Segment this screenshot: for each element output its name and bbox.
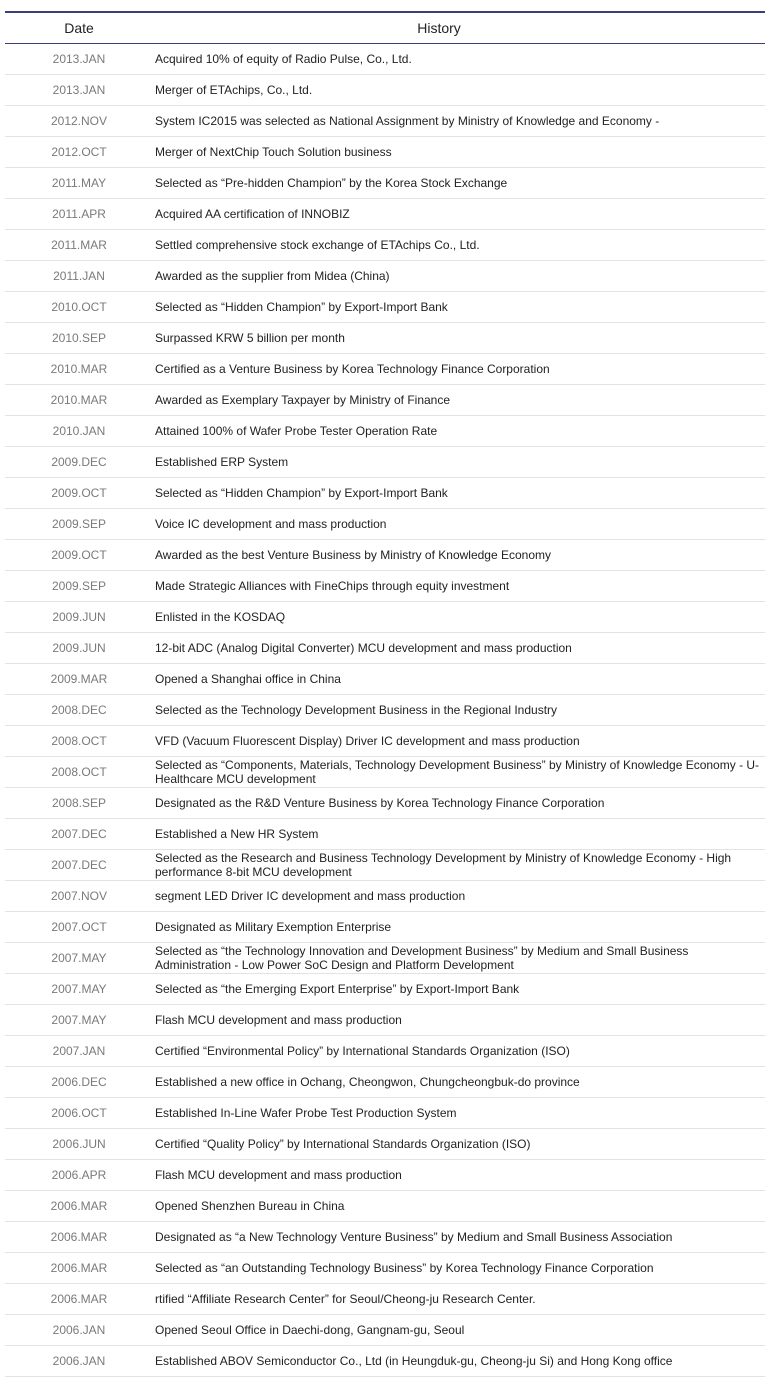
- history-date-cell: 2008.DEC: [5, 695, 153, 726]
- table-row: [5, 633, 765, 664]
- history-date-cell: 2013.JAN: [5, 44, 153, 75]
- history-date-cell: 2007.MAY: [5, 974, 153, 1005]
- history-date-cell: 2006.JAN: [5, 1346, 153, 1377]
- history-event-cell: Settled comprehensive stock exchange of ETAchips Co., Ltd.: [153, 230, 765, 261]
- history-date-cell: 2011.APR: [5, 199, 153, 230]
- history-date-cell: 2006.JUN: [5, 1129, 153, 1160]
- history-event-cell: Selected as “an Outstanding Technology Business” by Korea Technology Finance Corporation: [153, 1253, 765, 1284]
- history-date-cell: 2007.DEC: [5, 819, 153, 850]
- table-row: [5, 1253, 765, 1284]
- header-row: [5, 12, 765, 44]
- history-event-cell: Designated as Military Exemption Enterprise: [153, 912, 765, 943]
- history-event-cell: Certified “Environmental Policy” by International Standards Organization (ISO): [153, 1036, 765, 1067]
- history-table-container: [5, 11, 765, 1377]
- table-row: [5, 1346, 765, 1377]
- history-date-cell: 2009.SEP: [5, 509, 153, 540]
- history-date-cell: 2006.JAN: [5, 1315, 153, 1346]
- column-header-history: History: [153, 12, 765, 44]
- history-event-cell: Awarded as the supplier from Midea (China): [153, 261, 765, 292]
- table-row: [5, 757, 765, 788]
- history-event-cell: Voice IC development and mass production: [153, 509, 765, 540]
- history-event-cell: Designated as “a New Technology Venture Business” by Medium and Small Business Association: [153, 1222, 765, 1253]
- history-date-cell: 2009.DEC: [5, 447, 153, 478]
- history-event-cell: Awarded as Exemplary Taxpayer by Ministry of Finance: [153, 385, 765, 416]
- history-event-cell: Selected as “Hidden Champion” by Export-Import Bank: [153, 292, 765, 323]
- history-event-cell: Selected as “the Technology Innovation and Development Business” by Medium and Small Business Administration - Low Power SoC Design and Platform Development: [153, 943, 765, 974]
- history-event-cell: Awarded as the best Venture Business by Ministry of Knowledge Economy: [153, 540, 765, 571]
- history-date-cell: 2008.SEP: [5, 788, 153, 819]
- history-event-cell: Flash MCU development and mass production: [153, 1160, 765, 1191]
- table-row: [5, 1067, 765, 1098]
- table-row: [5, 664, 765, 695]
- history-event-cell: Designated as the R&D Venture Business by Korea Technology Finance Corporation: [153, 788, 765, 819]
- history-date-cell: 2013.JAN: [5, 75, 153, 106]
- history-date-cell: 2006.MAR: [5, 1253, 153, 1284]
- history-date-cell: 2010.JAN: [5, 416, 153, 447]
- history-event-cell: Merger of NextChip Touch Solution business: [153, 137, 765, 168]
- table-row: [5, 819, 765, 850]
- history-date-cell: 2007.MAY: [5, 1005, 153, 1036]
- table-row: [5, 1160, 765, 1191]
- history-date-cell: 2007.JAN: [5, 1036, 153, 1067]
- history-date-cell: 2007.DEC: [5, 850, 153, 881]
- history-date-cell: 2006.MAR: [5, 1284, 153, 1315]
- history-date-cell: 2006.DEC: [5, 1067, 153, 1098]
- history-event-cell: Established ABOV Semiconductor Co., Ltd (in Heungduk-gu, Cheong-ju Si) and Hong Kong office: [153, 1346, 765, 1377]
- history-event-cell: Established a New HR System: [153, 819, 765, 850]
- history-event-cell: Enlisted in the KOSDAQ: [153, 602, 765, 633]
- history-date-cell: 2008.OCT: [5, 757, 153, 788]
- table-row: [5, 199, 765, 230]
- table-row: [5, 447, 765, 478]
- history-event-cell: Opened Seoul Office in Daechi-dong, Gangnam-gu, Seoul: [153, 1315, 765, 1346]
- history-event-cell: Certified as a Venture Business by Korea Technology Finance Corporation: [153, 354, 765, 385]
- history-date-cell: 2009.OCT: [5, 478, 153, 509]
- table-row: [5, 1315, 765, 1346]
- history-date-cell: 2006.OCT: [5, 1098, 153, 1129]
- history-date-cell: 2011.MAR: [5, 230, 153, 261]
- table-row: [5, 323, 765, 354]
- history-date-cell: 2011.JAN: [5, 261, 153, 292]
- history-event-cell: VFD (Vacuum Fluorescent Display) Driver IC development and mass production: [153, 726, 765, 757]
- history-date-cell: 2009.OCT: [5, 540, 153, 571]
- column-header-date: Date: [5, 12, 153, 44]
- history-event-cell: Opened a Shanghai office in China: [153, 664, 765, 695]
- table-row: [5, 943, 765, 974]
- history-date-cell: 2010.SEP: [5, 323, 153, 354]
- history-date-cell: 2006.MAR: [5, 1191, 153, 1222]
- history-date-cell: 2012.OCT: [5, 137, 153, 168]
- history-event-cell: Selected as “Pre-hidden Champion” by the Korea Stock Exchange: [153, 168, 765, 199]
- table-row: [5, 1129, 765, 1160]
- table-row: [5, 416, 765, 447]
- history-date-cell: 2010.MAR: [5, 354, 153, 385]
- table-row: [5, 1005, 765, 1036]
- history-date-cell: 2011.MAY: [5, 168, 153, 199]
- history-event-cell: Certified “Quality Policy” by International Standards Organization (ISO): [153, 1129, 765, 1160]
- table-row: [5, 261, 765, 292]
- table-row: [5, 912, 765, 943]
- history-event-cell: Acquired 10% of equity of Radio Pulse, Co., Ltd.: [153, 44, 765, 75]
- history-event-cell: Opened Shenzhen Bureau in China: [153, 1191, 765, 1222]
- table-row: [5, 1036, 765, 1067]
- history-event-cell: Selected as “Hidden Champion” by Export-Import Bank: [153, 478, 765, 509]
- history-event-cell: Established In-Line Wafer Probe Test Production System: [153, 1098, 765, 1129]
- table-row: [5, 788, 765, 819]
- history-event-cell: Attained 100% of Wafer Probe Tester Operation Rate: [153, 416, 765, 447]
- history-date-cell: 2010.OCT: [5, 292, 153, 323]
- table-row: [5, 571, 765, 602]
- history-event-cell: rtified “Affiliate Research Center” for Seoul/Cheong-ju Research Center.: [153, 1284, 765, 1315]
- table-row: [5, 168, 765, 199]
- table-row: [5, 509, 765, 540]
- history-event-cell: Selected as the Research and Business Technology Development by Ministry of Knowledge Economy - High performance 8-bit MCU development: [153, 850, 765, 881]
- history-event-cell: segment LED Driver IC development and mass production: [153, 881, 765, 912]
- table-row: [5, 881, 765, 912]
- table-row: [5, 540, 765, 571]
- table-row: [5, 1284, 765, 1315]
- history-date-cell: 2007.OCT: [5, 912, 153, 943]
- table-row: [5, 602, 765, 633]
- history-event-cell: Flash MCU development and mass production: [153, 1005, 765, 1036]
- table-row: [5, 1098, 765, 1129]
- history-date-cell: 2009.JUN: [5, 633, 153, 664]
- history-date-cell: 2009.SEP: [5, 571, 153, 602]
- history-date-cell: 2006.APR: [5, 1160, 153, 1191]
- history-event-cell: Established ERP System: [153, 447, 765, 478]
- history-date-cell: 2007.NOV: [5, 881, 153, 912]
- history-event-cell: Merger of ETAchips, Co., Ltd.: [153, 75, 765, 106]
- history-event-cell: Selected as “the Emerging Export Enterprise” by Export-Import Bank: [153, 974, 765, 1005]
- history-event-cell: Made Strategic Alliances with FineChips through equity investment: [153, 571, 765, 602]
- history-date-cell: 2007.MAY: [5, 943, 153, 974]
- table-row: [5, 44, 765, 75]
- table-row: [5, 354, 765, 385]
- history-event-cell: Selected as “Components, Materials, Technology Development Business” by Ministry of Knowledge Economy - U-Healthcare MCU development: [153, 757, 765, 788]
- history-event-cell: 12-bit ADC (Analog Digital Converter) MCU development and mass production: [153, 633, 765, 664]
- history-event-cell: Selected as the Technology Development Business in the Regional Industry: [153, 695, 765, 726]
- history-date-cell: 2009.MAR: [5, 664, 153, 695]
- history-date-cell: 2009.JUN: [5, 602, 153, 633]
- table-row: [5, 106, 765, 137]
- history-date-cell: 2010.MAR: [5, 385, 153, 416]
- history-event-cell: Established a new office in Ochang, Cheongwon, Chungcheongbuk-do province: [153, 1067, 765, 1098]
- history-event-cell: Surpassed KRW 5 billion per month: [153, 323, 765, 354]
- history-date-cell: 2008.OCT: [5, 726, 153, 757]
- history-table-body: [5, 44, 765, 1377]
- table-row: [5, 137, 765, 168]
- table-row: [5, 695, 765, 726]
- table-row: [5, 726, 765, 757]
- history-date-cell: 2012.NOV: [5, 106, 153, 137]
- table-row: [5, 1222, 765, 1253]
- table-row: [5, 385, 765, 416]
- table-row: [5, 478, 765, 509]
- table-row: [5, 974, 765, 1005]
- history-table: [5, 11, 765, 1377]
- table-row: [5, 75, 765, 106]
- table-row: [5, 292, 765, 323]
- history-event-cell: Acquired AA certification of INNOBIZ: [153, 199, 765, 230]
- history-table-header: [5, 12, 765, 44]
- history-event-cell: System IC2015 was selected as National Assignment by Ministry of Knowledge and Economy -: [153, 106, 765, 137]
- table-row: [5, 850, 765, 881]
- table-row: [5, 230, 765, 261]
- history-date-cell: 2006.MAR: [5, 1222, 153, 1253]
- table-row: [5, 1191, 765, 1222]
